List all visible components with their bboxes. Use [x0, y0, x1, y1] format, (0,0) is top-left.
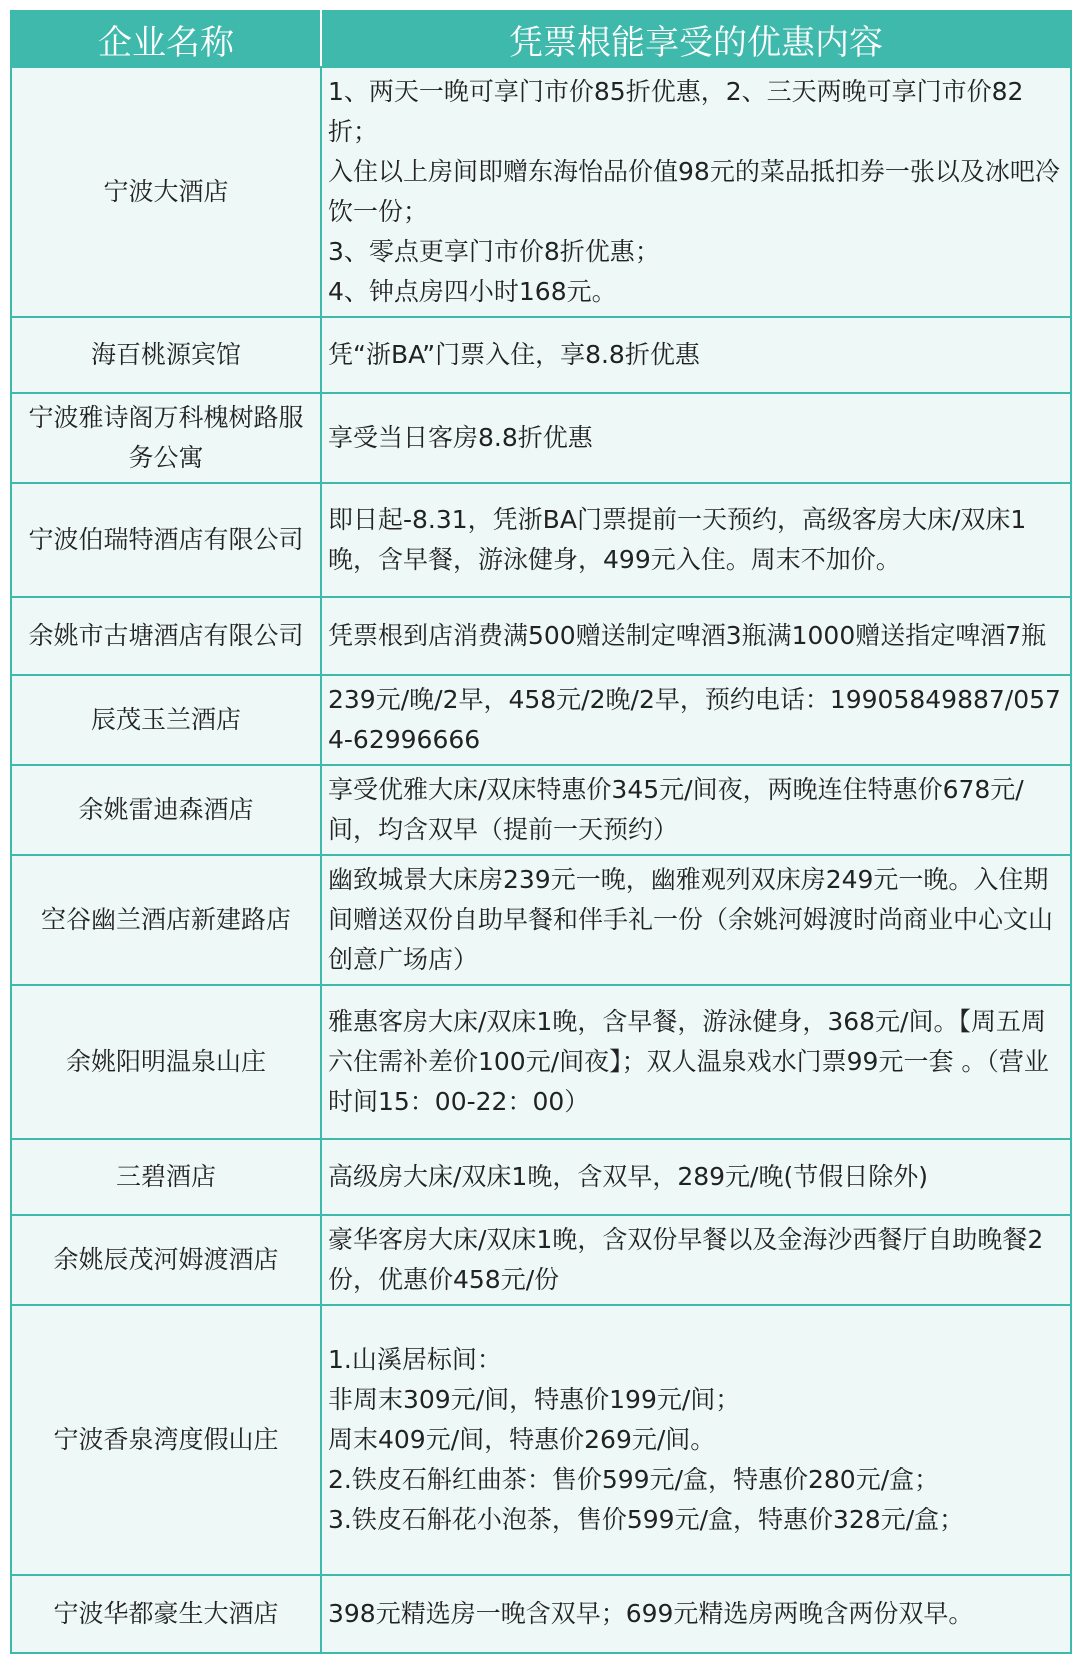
offer-line: 凭票根到店消费满500赠送制定啤酒3瓶满1000赠送指定啤酒7瓶: [328, 621, 1047, 650]
company-name: 三碧酒店: [11, 1139, 321, 1215]
offer-line: 3、零点更享门市价8折优惠；: [328, 237, 660, 266]
offer-line: 1.山溪居标间：: [328, 1345, 502, 1374]
column-header-offer: 凭票根能享受的优惠内容: [321, 11, 1071, 67]
offer-text: [321, 675, 1071, 765]
table-row: [11, 1215, 1071, 1305]
company-name: 空谷幽兰酒店新建路店: [11, 855, 321, 985]
table-row: [11, 855, 1071, 985]
offer-line: 1、两天一晚可享门市价85折优惠，2、三天两晚可享门市价82折；: [328, 77, 1024, 146]
table-row: [11, 765, 1071, 855]
column-header-company-name: 企业名称: [11, 11, 321, 67]
offer-text: [321, 597, 1071, 675]
company-name: 辰茂玉兰酒店: [11, 675, 321, 765]
table-header: [11, 11, 1071, 67]
offer-line: 2.铁皮石斛红曲茶：售价599元/盒，特惠价280元/盒；: [328, 1465, 940, 1494]
table-row: [11, 67, 1071, 317]
table-body: [11, 67, 1071, 1653]
offer-line: 非周末309元/间，特惠价199元/间；: [328, 1385, 741, 1414]
offer-line: 雅惠客房大床/双床1晚，含早餐，游泳健身，368元/间。【周五周六住需补差价100元/间夜】；双人温泉戏水门票99元一套 。（营业时间15：00-22：00）: [328, 1007, 1049, 1116]
offer-line: 即日起-8.31，凭浙BA门票提前一天预约，高级客房大床/双床1晚，含早餐，游泳健身，499元入住。周末不加价。: [328, 505, 1027, 574]
table-row: [11, 483, 1071, 597]
offer-line: 凭“浙BA”门票入住，享8.8折优惠: [328, 340, 700, 369]
offer-line: 3.铁皮石斛花小泡茶，售价599元/盒，特惠价328元/盒；: [328, 1505, 965, 1534]
table-row: [11, 1305, 1071, 1575]
table-row: [11, 1575, 1071, 1653]
table-row: [11, 597, 1071, 675]
company-name: 余姚市古塘酒店有限公司: [11, 597, 321, 675]
company-name: 海百桃源宾馆: [11, 317, 321, 393]
table-row: [11, 985, 1071, 1139]
offer-text: [321, 1575, 1071, 1653]
offer-text: [321, 393, 1071, 483]
table-row: [11, 393, 1071, 483]
offer-line: 239元/晚/2早，458元/2晚/2早，预约电话：19905849887/0574-62996666: [328, 685, 1061, 754]
offer-text: [321, 1139, 1071, 1215]
company-name: 宁波大酒店: [11, 67, 321, 317]
offer-text: [321, 765, 1071, 855]
offer-text: [321, 985, 1071, 1139]
company-name: 宁波雅诗阁万科槐树路服务公寓: [11, 393, 321, 483]
offer-line: 398元精选房一晚含双早；699元精选房两晚含两份双早。: [328, 1599, 974, 1628]
table-row: [11, 1139, 1071, 1215]
offer-text: [321, 317, 1071, 393]
offer-line: 高级房大床/双床1晚，含双早，289元/晚(节假日除外): [328, 1162, 928, 1191]
offer-line: 4、钟点房四小时168元。: [328, 277, 617, 306]
offer-line: 周末409元/间，特惠价269元/间。: [328, 1425, 716, 1454]
table-row: [11, 675, 1071, 765]
offer-text: [321, 67, 1071, 317]
company-name: 余姚阳明温泉山庄: [11, 985, 321, 1139]
offer-text: [321, 1305, 1071, 1575]
offer-line: 享受当日客房8.8折优惠: [328, 423, 593, 452]
company-name: 宁波香泉湾度假山庄: [11, 1305, 321, 1575]
company-name: 宁波伯瑞特酒店有限公司: [11, 483, 321, 597]
hotel-discount-table: [10, 10, 1072, 1654]
company-name: 余姚辰茂河姆渡酒店: [11, 1215, 321, 1305]
offer-text: [321, 1215, 1071, 1305]
offer-line: 幽致城景大床房239元一晚，幽雅观列双床房249元一晚。入住期间赠送双份自助早餐和伴手礼一份（余姚河姆渡时尚商业中心文山创意广场店）: [328, 865, 1054, 974]
offer-text: [321, 483, 1071, 597]
company-name: 宁波华都豪生大酒店: [11, 1575, 321, 1653]
company-name: 余姚雷迪森酒店: [11, 765, 321, 855]
offer-line: 入住以上房间即赠东海怡品价值98元的菜品抵扣券一张以及冰吧冷饮一份；: [328, 157, 1060, 226]
table-row: [11, 317, 1071, 393]
offer-text: [321, 855, 1071, 985]
offer-line: 享受优雅大床/双床特惠价345元/间夜，两晚连住特惠价678元/间，均含双早（提前一天预约）: [328, 775, 1024, 844]
offer-line: 豪华客房大床/双床1晚，含双份早餐以及金海沙西餐厅自助晚餐2份，优惠价458元/份: [328, 1225, 1044, 1294]
